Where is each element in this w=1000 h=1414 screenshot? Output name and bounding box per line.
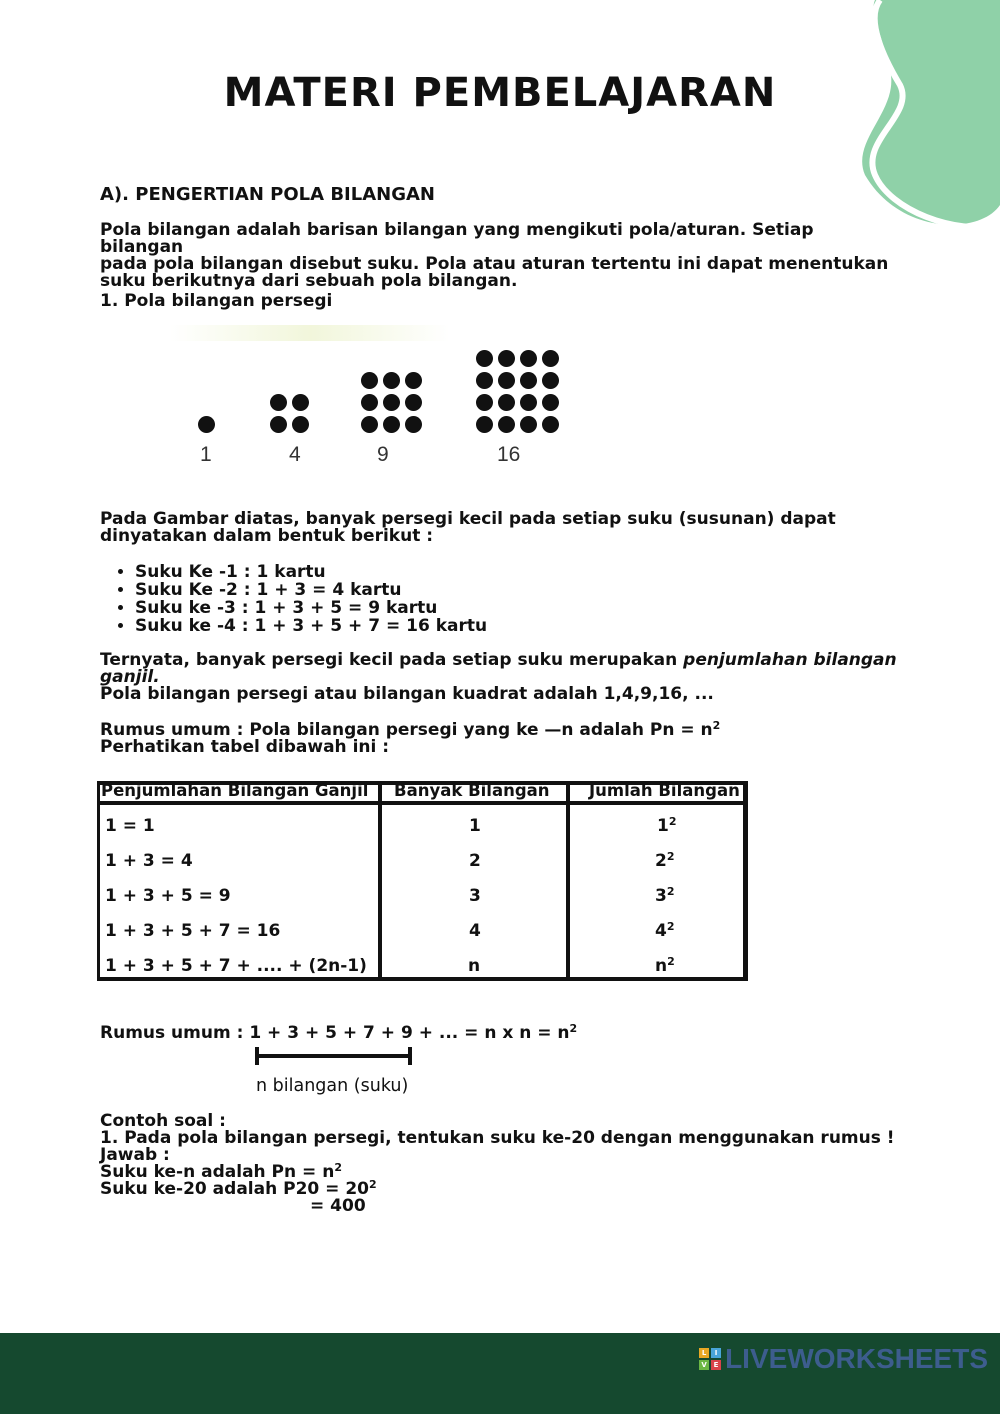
table-cell-sum: 1 + 3 = 4 xyxy=(105,851,193,871)
table-cell-power xyxy=(655,851,675,871)
table-border xyxy=(97,801,748,805)
table-header: Penjumlahan Bilangan Ganjil xyxy=(101,781,369,800)
table-cell-power xyxy=(655,956,675,976)
logo-letter: E xyxy=(711,1360,721,1370)
table-border xyxy=(743,781,748,981)
description-paragraph xyxy=(100,511,900,545)
table-cell-sum: 1 + 3 + 5 = 9 xyxy=(105,886,231,906)
intro-line: pada pola bilangan disebut suku. Pola atau aturan tertentu ini dapat menentukan xyxy=(100,254,889,274)
table-border xyxy=(566,781,570,981)
power-base: n xyxy=(655,956,668,976)
bracket-line xyxy=(256,1054,412,1058)
figure-dot xyxy=(361,394,378,411)
figure-dot xyxy=(520,394,537,411)
example-question: 1. Pada pola bilangan persegi, tentukan suku ke-20 dengan menggunakan rumus ! xyxy=(100,1128,895,1148)
table-border xyxy=(97,781,100,981)
section-heading: A). PENGERTIAN POLA BILANGAN xyxy=(100,184,435,205)
example-label: Contoh soal : xyxy=(100,1111,226,1131)
example-line-exponent: 2 xyxy=(368,1178,377,1191)
intro-paragraph xyxy=(100,222,900,290)
figure-dot xyxy=(292,394,309,411)
example-line-text: Suku ke-n adalah Pn = n xyxy=(100,1162,335,1182)
terms-list xyxy=(100,563,487,635)
description-line: dinyatakan dalam bentuk berikut : xyxy=(100,526,434,546)
figure-dot xyxy=(361,416,378,433)
conclusion-paragraph xyxy=(100,652,900,703)
example-line xyxy=(100,1178,900,1199)
table-cell-count: 1 xyxy=(469,816,481,836)
figure-dot xyxy=(476,416,493,433)
example-line-text: Suku ke-20 adalah P20 = 20 xyxy=(100,1179,369,1199)
table-border xyxy=(97,977,748,981)
table-cell-power xyxy=(655,921,675,941)
square-number-figure xyxy=(140,325,580,475)
subheading-pola-persegi: 1. Pola bilangan persegi xyxy=(100,291,333,311)
intro-line: suku berikutnya dari sebuah pola bilangan. xyxy=(100,271,518,291)
odd-sum-table xyxy=(97,781,748,981)
figure-dot xyxy=(520,372,537,389)
figure-label: 9 xyxy=(377,443,389,466)
example-section xyxy=(100,1113,900,1215)
figure-label: 4 xyxy=(289,443,301,466)
table-header: Banyak Bilangan xyxy=(394,781,550,800)
power-base: 2 xyxy=(655,851,667,871)
table-cell-power xyxy=(655,886,675,906)
figure-dot xyxy=(270,394,287,411)
conclusion-italic: ganjil. xyxy=(100,667,160,687)
figure-dot xyxy=(542,416,559,433)
general-formula-text: Rumus umum : 1 + 3 + 5 + 7 + 9 + ... = n x n = n xyxy=(100,1023,570,1043)
figure-dot xyxy=(292,416,309,433)
intro-line: Pola bilangan adalah barisan bilangan yang mengikuti pola/aturan. Setiap bilangan xyxy=(100,220,814,257)
list-item: • Suku Ke -1 : 1 kartu xyxy=(135,563,487,581)
description-line: Pada Gambar diatas, banyak persegi kecil pada setiap suku (susunan) dapat xyxy=(100,509,836,529)
power-base: 4 xyxy=(655,921,667,941)
figure-dot xyxy=(520,350,537,367)
power-exponent: 2 xyxy=(666,850,675,863)
example-result: = 400 xyxy=(310,1196,366,1216)
power-exponent: 2 xyxy=(666,885,675,898)
table-cell-power xyxy=(657,816,677,836)
bracket-right xyxy=(408,1047,412,1065)
logo-icon xyxy=(699,1348,721,1370)
figure-dot xyxy=(498,350,515,367)
figure-dot xyxy=(383,372,400,389)
figure-dot xyxy=(498,416,515,433)
list-item: • Suku ke -4 : 1 + 3 + 5 + 7 = 16 kartu xyxy=(135,617,487,635)
formula-exponent: 2 xyxy=(712,719,721,732)
figure-dot xyxy=(476,394,493,411)
power-base: 3 xyxy=(655,886,667,906)
power-exponent: 2 xyxy=(667,955,675,968)
power-base: 1 xyxy=(657,816,669,836)
figure-dot xyxy=(383,394,400,411)
list-item: • Suku ke -3 : 1 + 3 + 5 = 9 kartu xyxy=(135,599,487,617)
figure-label: 16 xyxy=(497,443,521,466)
figure-dot xyxy=(405,416,422,433)
list-item: • Suku Ke -2 : 1 + 3 = 4 kartu xyxy=(135,581,487,599)
logo-letter: L xyxy=(699,1348,709,1358)
formula-text: Rumus umum : Pola bilangan persegi yang ke —n adalah Pn = n xyxy=(100,720,713,740)
logo-letter: I xyxy=(711,1348,721,1358)
table-cell-sum: 1 + 3 + 5 + 7 + .... + (2n-1) xyxy=(105,956,367,976)
table-border xyxy=(378,781,382,981)
figure-dot xyxy=(542,372,559,389)
table-cell-sum: 1 = 1 xyxy=(105,816,155,836)
figure-dot xyxy=(198,416,215,433)
sequence-text: Pola bilangan persegi atau bilangan kuadrat adalah 1,4,9,16, ... xyxy=(100,684,714,704)
conclusion-italic: penjumlahan bilangan xyxy=(683,650,897,670)
formula-paragraph xyxy=(100,719,900,757)
figure-highlight xyxy=(170,325,450,341)
power-exponent: 2 xyxy=(668,815,677,828)
figure-dot xyxy=(542,394,559,411)
figure-dot xyxy=(498,372,515,389)
example-line-exponent: 2 xyxy=(334,1161,342,1174)
figure-label: 1 xyxy=(200,443,212,466)
general-formula xyxy=(100,1022,578,1043)
table-cell-count: n xyxy=(468,956,481,976)
example-answer-label: Jawab : xyxy=(100,1145,170,1165)
table-cell-count: 4 xyxy=(469,921,481,941)
conclusion-line xyxy=(100,652,900,669)
table-cell-count: 2 xyxy=(469,851,481,871)
page-title: MATERI PEMBELAJARAN xyxy=(223,70,777,116)
liveworksheets-logo[interactable] xyxy=(699,1343,988,1375)
general-formula-exponent: 2 xyxy=(569,1022,578,1035)
logo-letter: V xyxy=(699,1360,709,1370)
decorative-blob xyxy=(860,0,1000,240)
table-cell-sum: 1 + 3 + 5 + 7 = 16 xyxy=(105,921,281,941)
figure-dot xyxy=(520,416,537,433)
table-cell-count: 3 xyxy=(469,886,481,906)
figure-dot xyxy=(383,416,400,433)
figure-dot xyxy=(270,416,287,433)
figure-dot xyxy=(498,394,515,411)
figure-dot xyxy=(405,394,422,411)
logo-text: LIVEWORKSHEETS xyxy=(725,1343,988,1374)
table-note: Perhatikan tabel dibawah ini : xyxy=(100,737,390,757)
figure-dot xyxy=(361,372,378,389)
figure-dot xyxy=(476,350,493,367)
figure-dot xyxy=(476,372,493,389)
power-exponent: 2 xyxy=(666,920,675,933)
bracket-label: n bilangan (suku) xyxy=(256,1076,409,1096)
conclusion-text: Ternyata, banyak persegi kecil pada setiap suku merupakan xyxy=(100,650,684,670)
figure-dot xyxy=(542,350,559,367)
table-header: Jumlah Bilangan xyxy=(589,781,740,800)
figure-dot xyxy=(405,372,422,389)
